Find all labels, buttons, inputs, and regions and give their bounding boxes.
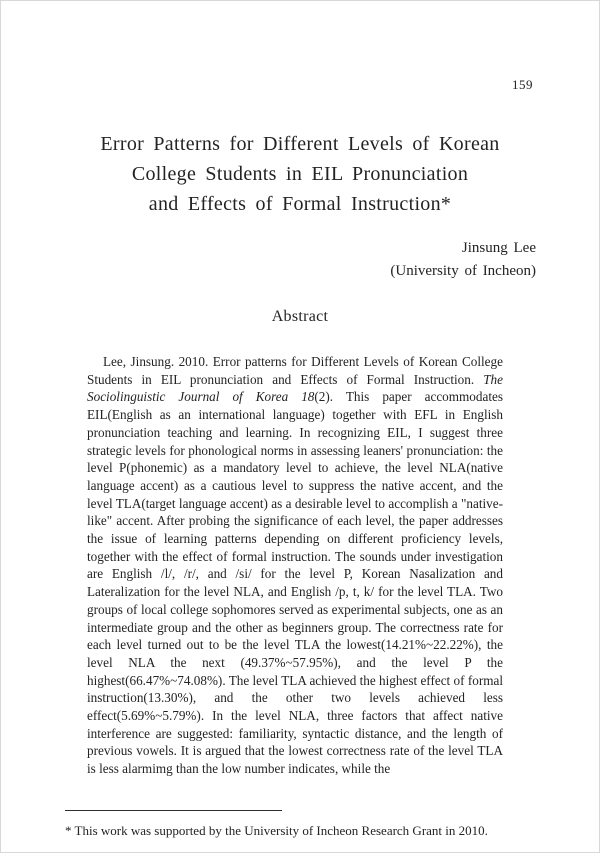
abstract-body [87,353,503,797]
footnote-divider [65,810,282,811]
abstract-heading: Abstract [271,308,329,325]
author-affiliation: (University of Incheon) [390,263,536,279]
author-block [390,237,536,283]
author-name: Jinsung Lee [461,240,536,256]
abstract-body-rest: (2). This paper accommodates EIL(English as an international language) together with EFL in English pronunciation teaching and learning. In recognizing EIL, I suggest three strategic levels for phonological norms in assessing leaners' pronunciation: the level P(phonemic) as a mandatory level to achieve, the level NLA(native language accent) as a cautious level to suppress the native accent, and the level TLA(target language accent) as a desirable level to accomplish a "native-like" accent. After probing the significance of each level, the paper addresses the issue of learning patterns depending on different proficiency levels, together with the effect of formal instruction. The sounds under investigation are English /l/, /r/, and /si/ for the level P, Korean Nasalization and Lateralization for the level NLA, and English /p, t, k/ for the level TLA. Two groups of local college sophomores served as experimental subjects, one as an intermediate group and the other as beginners group. The correctness rate for each level turned out to be the level TLA the lowest(14.21%~22.22%), the level NLA the next (49.37%~57.95%), and the level P the highest(66.47%~74.08%). The level TLA achieved the highest effect of formal instruction(13.30%), and the other two levels achieved less effect(5.69%~5.79%). In the level NLA, three factors that affect native interference are suggested: familiarity, syntactic distance, and the length of previous vowels. It is argued that the lowest correctness rate of the level TLA is less alarmimg than the low number indicates, while the [87,389,503,777]
abstract-citation-lead: Lee, Jinsung. 2010. Error patterns for Different Levels of Korean College Students in EIL pronunciation and Effects of Formal Instruction. [87,354,503,387]
journal-title-italic: The Sociolinguistic Journal of Korea 18 [87,371,503,405]
paper-title-line-3: and Effects of Formal Instruction* [148,193,452,215]
abstract-paragraph [87,353,503,778]
paper-title-line-1: Error Patterns for Different Levels of Korean [100,133,500,155]
footnote-text: * This work was supported by the University of Incheon Research Grant in 2010. [65,823,488,838]
paper-title [31,129,569,219]
paper-title-line-2: College Students in EIL Pronunciation [131,163,469,185]
page-number: 159 [512,77,533,92]
